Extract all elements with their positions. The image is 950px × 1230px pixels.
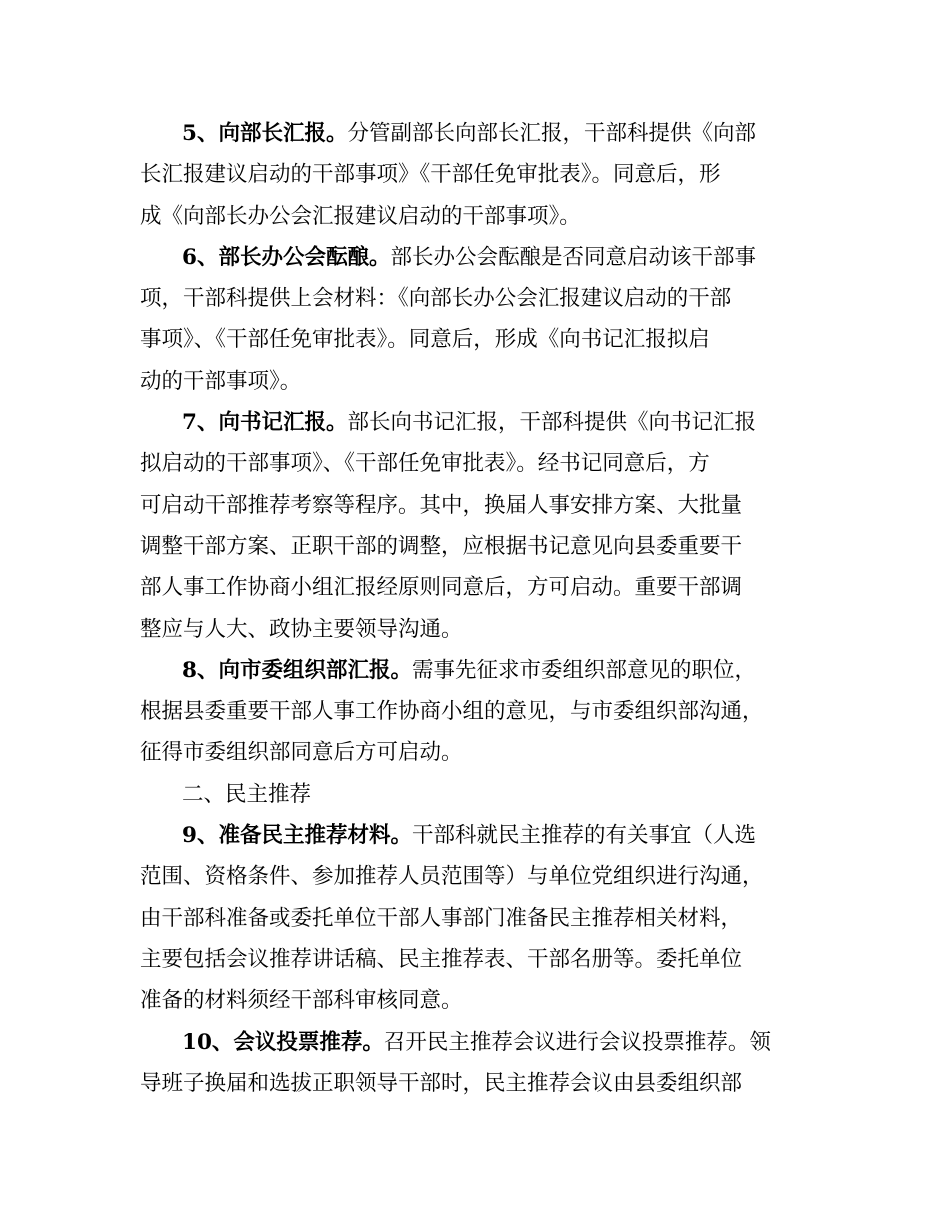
paragraph-line: 范围、资格条件、参加推荐人员范围等）与单位党组织进行沟通， — [140, 864, 764, 890]
paragraph-text: 干部科就民主推荐的有关事宜（人选 — [411, 823, 756, 849]
paragraph-10 — [140, 1022, 808, 1105]
paragraph-line: 准备的材料须经干部科审核同意。 — [140, 988, 463, 1014]
paragraph-line: 长汇报建议启动的干部事项》《干部任免审批表》。同意后，形 — [140, 162, 721, 188]
paragraph-line — [140, 113, 808, 154]
paragraph-heading: 6、部长办公会酝酿。 — [182, 244, 391, 270]
paragraph-text: 需事先征求市委组织部意见的职位， — [411, 657, 756, 683]
paragraph-line — [140, 650, 808, 691]
paragraph-line — [140, 402, 808, 443]
paragraph-line: 动的干部事项》。 — [140, 368, 302, 394]
paragraph-heading: 7、向书记汇报。 — [182, 410, 348, 436]
paragraph-line — [140, 815, 808, 856]
paragraph-5 — [140, 113, 808, 237]
paragraph-line — [140, 237, 808, 278]
paragraph-line: 部人事工作协商小组汇报经原则同意后，方可启动。重要干部调 — [140, 575, 743, 601]
paragraph-line: 征得市委组织部同意后方可启动。 — [140, 740, 463, 766]
paragraph-8 — [140, 650, 808, 774]
paragraph-6 — [140, 237, 808, 402]
paragraph-line: 导班子换届和选拔正职领导干部时，民主推荐会议由县委组织部 — [140, 1070, 743, 1096]
paragraph-text: 分管副部长向部长汇报，干部科提供《向部 — [347, 121, 756, 146]
paragraph-9 — [140, 815, 808, 1021]
paragraph-line — [140, 1022, 808, 1063]
paragraph-heading: 9、准备民主推荐材料。 — [182, 823, 412, 849]
paragraph-line: 拟启动的干部事项》、《干部任免审批表》。经书记同意后，方 — [140, 451, 710, 477]
section-title: 二、民主推荐 — [182, 781, 312, 807]
paragraph-line: 由干部科准备或委托单位干部人事部门准备民主推荐相关材料， — [140, 905, 743, 931]
paragraph-7 — [140, 402, 808, 650]
paragraph-text: 部长向书记汇报，干部科提供《向书记汇报 — [347, 410, 756, 436]
paragraph-heading: 10、会议投票推荐。 — [182, 1029, 384, 1055]
paragraph-line: 整应与人大、政协主要领导沟通。 — [140, 616, 463, 642]
paragraph-text: 部长办公会酝酿是否同意启动该干部事 — [390, 244, 756, 270]
paragraph-line: 主要包括会议推荐讲话稿、民主推荐表、干部名册等。委托单位 — [140, 946, 743, 972]
document-body — [140, 113, 808, 1104]
paragraph-heading: 5、向部长汇报。 — [182, 121, 348, 146]
paragraph-line: 项，干部科提供上会材料：《向部长办公会汇报建议启动的干部 — [140, 286, 732, 312]
paragraph-line: 事项》、《干部任免审批表》。同意后，形成《向书记汇报拟启 — [140, 327, 710, 353]
paragraph-line: 调整干部方案、正职干部的调整，应根据书记意见向县委重要干 — [140, 533, 743, 559]
paragraph-line: 根据县委重要干部人事工作协商小组的意见，与市委组织部沟通， — [140, 699, 764, 725]
paragraph-line: 可启动干部推荐考察等程序。其中，换届人事安排方案、大批量 — [140, 492, 743, 518]
section-heading-2 — [140, 774, 808, 815]
paragraph-line: 成《向部长办公会汇报建议启动的干部事项》。 — [140, 203, 581, 229]
paragraph-heading: 8、向市委组织部汇报。 — [182, 657, 412, 683]
paragraph-text: 召开民主推荐会议进行会议投票推荐。领 — [383, 1029, 771, 1055]
